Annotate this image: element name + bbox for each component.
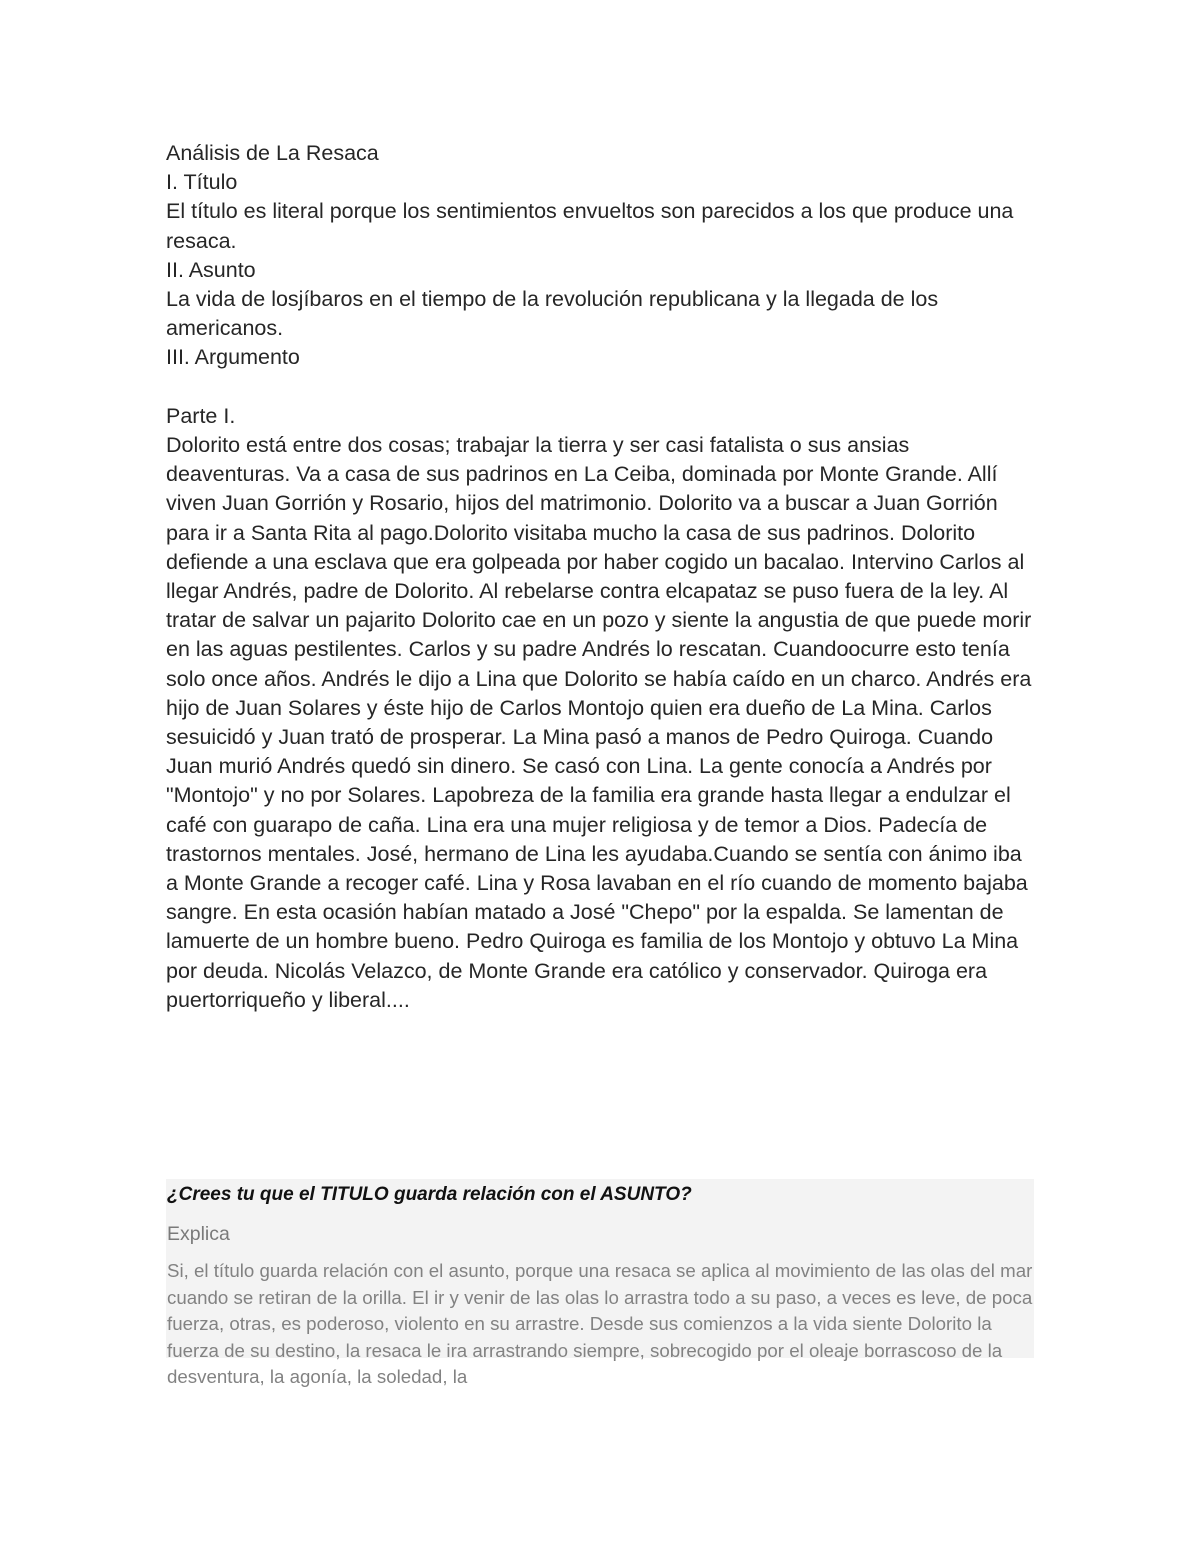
part-heading: Parte I.	[166, 403, 236, 428]
section-heading-argumento: III. Argumento	[166, 345, 300, 370]
document-title: Análisis de La Resaca	[166, 141, 379, 165]
document-body	[166, 139, 1046, 1015]
question-card	[166, 1179, 1034, 1387]
blank-line	[166, 373, 1046, 402]
answer-text: Si, el título guarda relación con el asunto, porque una resaca se aplica al movimiento de las olas del mar cuando se retiran de la orilla. El ir y venir de las olas lo arrastra todo a su paso, a veces es leve, de poca fuerza, otras, es poderoso, violento en su arrastre. Desde sus comienzos a la vida siente Dolorito la fuerza de su destino, la resaca le ira arrastrando siempre, sobrecogido por el oleaje borrascoso de la desventura, la agonía, la soledad, la	[167, 1260, 1033, 1387]
section-text-titulo: El título es literal porque los sentimientos envueltos son parecidos a los que produce una resaca.	[166, 199, 1014, 253]
section-heading-titulo: I. Título	[166, 170, 238, 195]
part-text: Dolorito está entre dos cosas; trabajar la tierra y ser casi fatalista o sus ansias deaventuras. Va a casa de sus padrinos en La Ceiba, dominada por Monte Grande. Allí viven Juan Gorrión y Rosario, hijos del matrimonio. Dolorito va a buscar a Juan Gorrión para ir a Santa Rita al pago.Dolorito visitaba mucho la casa de sus padrinos. Dolorito defiende a una esclava que era golpeada por haber cogido un bacalao. Intervino Carlos al llegar Andrés, padre de Dolorito. Al rebelarse contra elcapataz se puso fuera de la ley. Al tratar de salvar un pajarito Dolorito cae en un pozo y siente la angustia de que puede morir en las aguas pestilentes. Carlos y su padre Andrés lo rescatan. Cuandoocurre esto tenía solo once años. Andrés le dijo a Lina que Dolorito se había caído en un charco. Andrés era hijo de Juan Solares y éste hijo de Carlos Montojo quien era dueño de La Mina. Carlos sesuicidó y Juan trató de prosperar. La Mina pasó a manos de Pedro Quiroga. Cuando Juan murió Andrés quedó sin dinero. Se casó con Lina. La gente conocía a Andrés por "Montojo" y no por Solares. Lapobreza de la familia era grande hasta llegar a endulzar el café con guarapo de caña. Lina era una mujer religiosa y de temor a Dios. Padecía de trastornos mentales. José, hermano de Lina les ayudaba.Cuando se sentía con ánimo iba a Monte Grande a recoger café. Lina y Rosa lavaban en el río cuando de momento bajaba sangre. En esta ocasión habían matado a José "Chepo" por la espalda. Se lamentan de lamuerte de un hombre bueno. Pedro Quiroga es familia de los Montojo y obtuvo La Mina por deuda. Nicolás Velazco, de Monte Grande era católico y conservador. Quiroga era puertorriqueño y liberal....	[166, 433, 1032, 1012]
question-title: ¿Crees tu que el TITULO guarda relación con el ASUNTO?	[167, 1184, 692, 1205]
question-prompt: Explica	[167, 1223, 230, 1245]
section-heading-asunto: II. Asunto	[166, 257, 256, 282]
section-text-asunto: La vida de losjíbaros en el tiempo de la revolución republicana y la llegada de los americanos.	[166, 287, 939, 341]
